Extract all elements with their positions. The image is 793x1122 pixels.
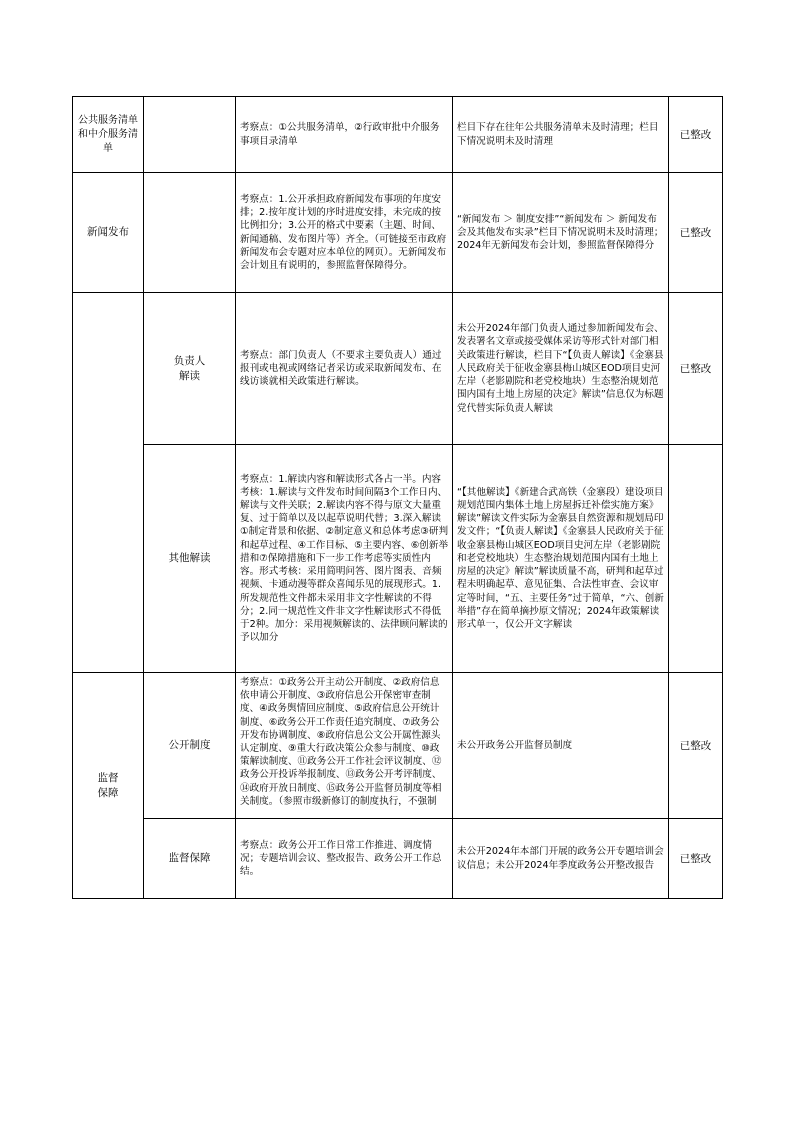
- table-row: [73, 97, 723, 173]
- criteria-text: 考察点：部门负责人（不要求主要负责人）通过报刊或电视或网络记者采访或采取新闻发布、在线访谈就相关政策进行解读。: [240, 349, 442, 388]
- subcategory-cell: [144, 673, 236, 819]
- category-label: 保障: [97, 786, 119, 799]
- issues-text: “新闻发布 ＞ 制度安排”“新闻发布 ＞ 新闻发布会及其他发布实录”栏目下情况说明未及时清理；2024年无新闻发布会计划，参照监督保障得分: [457, 213, 664, 252]
- issues-cell: [453, 673, 669, 819]
- criteria-text: 考察点：①公共服务清单，②行政审批中介服务事项目录清单: [240, 122, 440, 147]
- issues-text: 未公开政务公开监督员制度: [457, 739, 573, 751]
- issues-cell: [453, 445, 669, 673]
- issues-text: “【其他解读】《新建合武高铁（金寨段）建设项目规划范围内集体土地上房屋拆迁补偿实施方案》解读”解读文件实际为金寨县自然资源和规划局印发文件；“【负责人解读】《金寨县人民政府关于征收金寨县梅山城区EOD项目史河左岸（老影剧院和老党校地块）生态整治规划范围内国有土地上房屋的决定》解读”解读质量不高，研判和起草过程未明确起草、意见征集、合法性审查、会议审定等时间，“五、主要任务”过于简单，“六、创新举措”存在简单摘抄原文情况；2024年政策解读形式单一，仅公开文字解读: [457, 486, 664, 630]
- table-row: [73, 819, 723, 899]
- subcategory-cell: [144, 173, 236, 293]
- issues-cell: [453, 97, 669, 173]
- criteria-cell: [236, 97, 453, 173]
- criteria-text: 考察点：1.公开承担政府新闻发布事项的年度安排；2.按年度计划的序时进度安排，未完成的按比例扣分；3.公开的格式中要素（主题、时间、新闻通稿、发布图片等）齐全。（可链接至市政府新闻发布会专题对应本单位的网页）。无新闻发布会计划且有说明的，参照监督保障得分。: [240, 193, 447, 271]
- criteria-cell: [236, 819, 453, 899]
- issues-cell: [453, 293, 669, 445]
- status-cell: [669, 293, 723, 445]
- issues-cell: [453, 819, 669, 899]
- criteria-text: 考察点：1.解读内容和解读形式各占一半。内容考核：1.解读与文件发布时间间隔3个工作日内、解读与文件关联；2.解读内容不得与原文大量重复、过于简单以及以起草说明代替；3.深入解读①制定背景和依据、②制定意义和总体考虑③研判和起草过程、④工作目标、⑤主要内容、⑥创新举措和⑦保障措施和下一步工作考虑等实质性内容。形式考核：采用简明问答、图片图表、音频视频、卡通动漫等群众喜闻乐见的展现形式。1.所发规范性文件都未采用非文字性解读的不得分；2.同一规范性文件非文字性解读形式不得低于2种。加分：采用视频解读的、法律顾问解读的予以加分: [240, 473, 449, 644]
- table-row: [73, 445, 723, 673]
- subcategory-cell: [144, 293, 236, 445]
- status-cell: [669, 673, 723, 819]
- category-cell: [73, 293, 144, 673]
- rectification-table: [72, 96, 723, 899]
- status-badge: 已整改: [679, 129, 712, 141]
- status-badge: 已整改: [679, 740, 712, 752]
- subcategory-cell: [144, 445, 236, 673]
- status-badge: 已整改: [679, 227, 712, 239]
- category-cell: [73, 173, 144, 293]
- subcategory-label: 其他解读: [168, 552, 211, 564]
- status-cell: [669, 445, 723, 673]
- category-label: 新闻发布: [87, 226, 129, 238]
- criteria-cell: [236, 445, 453, 673]
- category-cell: [73, 673, 144, 899]
- status-badge: 已整改: [679, 363, 712, 375]
- subcategory-label: 监督保障: [168, 852, 211, 864]
- issues-text: 栏目下存在往年公共服务清单未及时清理；栏目下情况说明未及时清理: [457, 122, 659, 147]
- subcategory-cell: [144, 97, 236, 173]
- issues-text: 未公开2024年本部门开展的政务公开专题培训会议信息；未公开2024年季度政务公开整改报告: [457, 846, 664, 871]
- table-row: [73, 173, 723, 293]
- criteria-cell: [236, 173, 453, 293]
- category-cell: [73, 97, 144, 173]
- table-row: [73, 673, 723, 819]
- criteria-text: 考察点：①政务公开主动公开制度、②政府信息依申请公开制度、③政府信息公开保密审查制度、④政务舆情回应制度、⑤政府信息公开统计制度、⑥政务公开工作责任追究制度、⑦政务公开发布协调制度、⑧政府信息公文公开属性源头认定制度、⑨重大行政决策公众参与制度、⑩政策解读制度、⑪政务公开工作社会评议制度、⑫政务公开投诉举报制度、⑬政务公开考评制度、⑭政府开放日制度、⑮政务公开监督员制度等相关制度。（参照市级新修订的制度执行，不强制: [240, 677, 442, 807]
- status-cell: [669, 173, 723, 293]
- status-badge: 已整改: [679, 853, 712, 865]
- criteria-text: 考察点：政务公开工作日常工作推进、调度情况；专题培训会议、整改报告、政务公开工作总结。: [240, 839, 442, 878]
- criteria-cell: [236, 673, 453, 819]
- status-cell: [669, 819, 723, 899]
- category-label: 监督: [97, 771, 119, 784]
- criteria-cell: [236, 293, 453, 445]
- category-label: 公共服务清单和中介服务清单: [78, 114, 138, 154]
- subcategory-cell: [144, 819, 236, 899]
- subcategory-label: 负责人: [173, 354, 206, 367]
- subcategory-label: 公开制度: [168, 739, 211, 751]
- issues-text: 未公开2024年部门负责人通过参加新闻发布会、发表署名文章或接受媒体采访等形式针对部门相关政策进行解读，栏目下“【负责人解读】《金寨县人民政府关于征收金寨县梅山城区EOD项目史河左岸（老影剧院和老党校地块）生态整治规划范围内国有土地上房屋的决定》解读”信息仅为标题党代替实际负责人解读: [457, 323, 664, 414]
- subcategory-label: 解读: [179, 369, 200, 382]
- status-cell: [669, 97, 723, 173]
- issues-cell: [453, 173, 669, 293]
- table-row: [73, 293, 723, 445]
